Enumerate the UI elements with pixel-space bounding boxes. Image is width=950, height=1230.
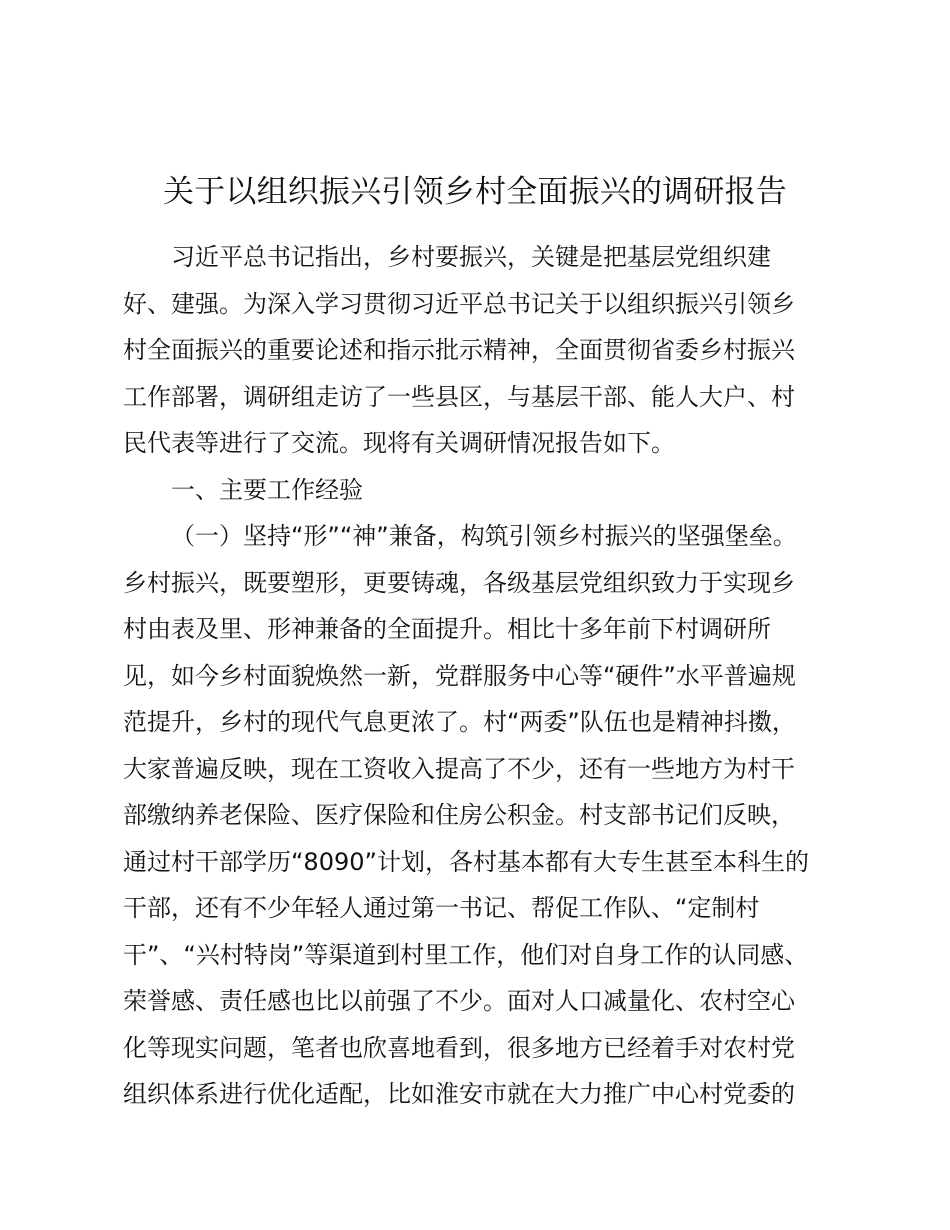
text-line: 干”、“兴村特岗”等渠道到村里工作，他们对自身工作的认同感、: [123, 940, 809, 969]
text-line: 化等现实问题，笔者也欣喜地看到，很多地方已经着手对农村党: [123, 1033, 795, 1062]
text-line: 组织体系进行优化适配，比如淮安市就在大力推广中心村党委的: [123, 1080, 795, 1108]
text-line: 工作部署，调研组走访了一些县区，与基层干部、能人大户、村: [123, 382, 795, 411]
document-title: 关于以组织振兴引领乡村全面振兴的调研报告: [163, 174, 787, 210]
text-line: 范提升，乡村的现代气息更浓了。村“两委”队伍也是精神抖擞，: [123, 708, 796, 736]
text-line: 村由表及里、形神兼备的全面提升。相比十多年前下村调研所: [123, 615, 771, 643]
text-line: 乡村振兴，既要塑形，更要铸魂，各级基层党组织致力于实现乡: [123, 568, 795, 597]
text-line: 荣誉感、责任感也比以前强了不少。面对人口减量化、农村空心: [123, 987, 795, 1015]
section-heading: 一、主要工作经验: [171, 475, 363, 504]
document-body: [123, 234, 835, 1118]
text-line: 好、建强。为深入学习贯彻习近平总书记关于以组织振兴引领乡: [123, 289, 795, 318]
paragraph-section-1: [123, 513, 835, 1118]
paragraph-intro: [123, 234, 835, 467]
text-line: （一）坚持“形”“神”兼备，构筑引领乡村振兴的坚强堡垒。: [171, 522, 797, 550]
text-line: 通过村干部学历“8090”计划，各村基本都有大专生甚至本科生的: [123, 847, 809, 876]
text-line: 见，如今乡村面貌焕然一新，党群服务中心等“硬件”水平普遍规: [123, 661, 796, 690]
text-line: 民代表等进行了交流。现将有关调研情况报告如下。: [123, 429, 675, 457]
text-line: 习近平总书记指出，乡村要振兴，关键是把基层党组织建: [171, 243, 771, 271]
text-line: 大家普遍反映，现在工资收入提高了不少，还有一些地方为村干: [123, 754, 795, 783]
text-line: 干部，还有不少年轻人通过第一书记、帮促工作队、“定制村: [123, 894, 760, 922]
text-line: 村全面振兴的重要论述和指示批示精神，全面贯彻省委乡村振兴: [123, 336, 795, 364]
text-line: 部缴纳养老保险、医疗保险和住房公积金。村支部书记们反映，: [123, 801, 795, 829]
